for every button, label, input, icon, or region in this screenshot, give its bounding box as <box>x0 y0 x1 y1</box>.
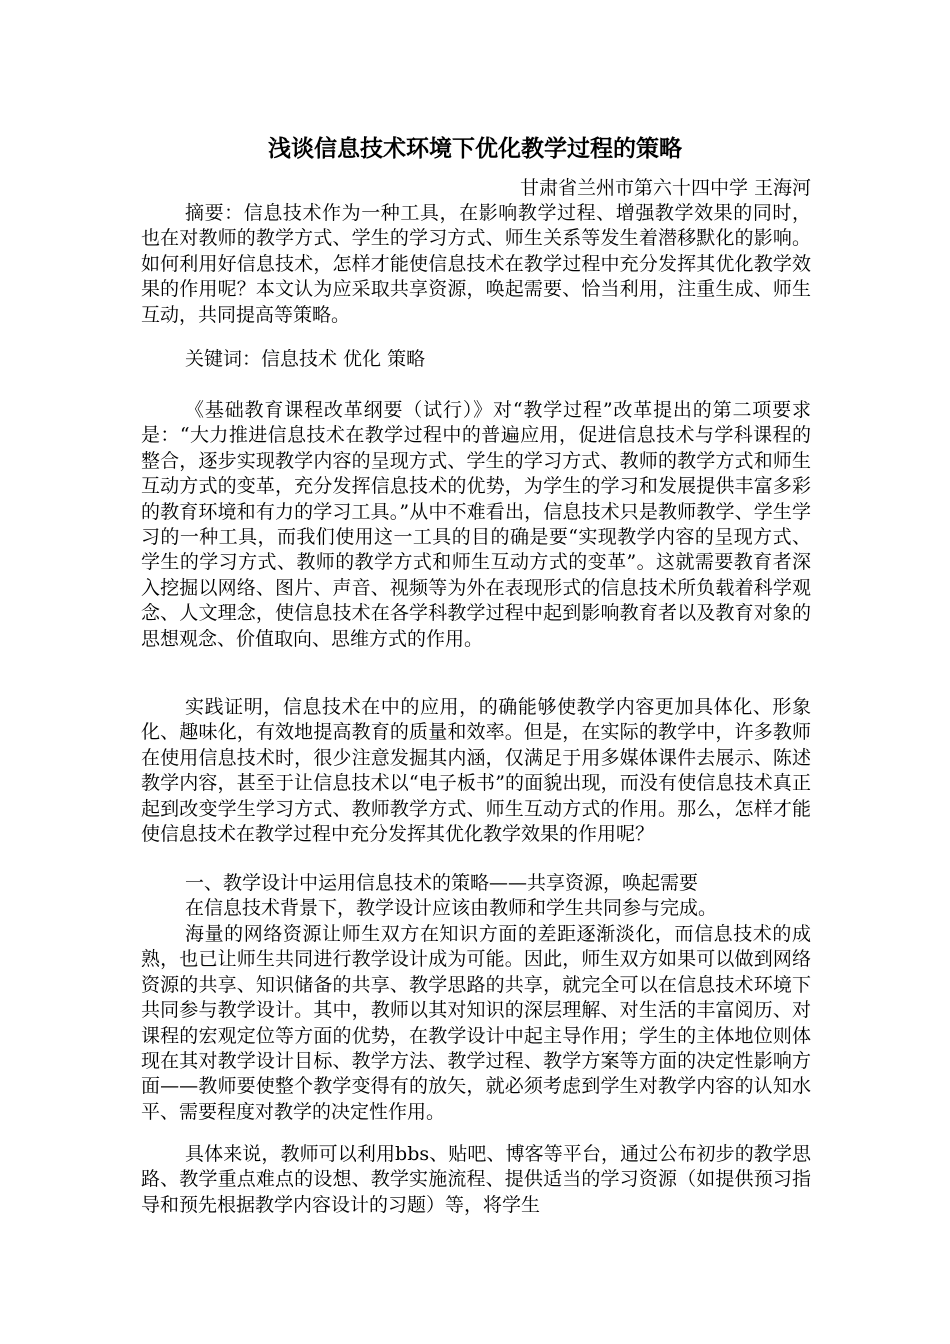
author-line: 甘肃省兰州市第六十四中学 王海河 <box>519 177 811 199</box>
keywords-line: 关键词：信息技术 优化 策略 <box>185 348 426 370</box>
body-paragraph: 在信息技术背景下，教学设计应该由教师和学生共同参与完成。 <box>185 897 718 919</box>
body-paragraph: 《基础教育课程改革纲要（试行）》对“教学过程”改革提出的第二项要求是：“大力推进信息技术在教学过程中的普遍应用，促进信息技术与学科课程的整合，逐步实现教学内容的呈现方式、学生的学习方式、教师的教学方式和师生互动方式的变革，充分发挥信息技术的优势，为学生的学习和发展提供丰富多彩的教育环境和有力的学习工具。”从中不难看出，信息技术只是教师教学、学生学习的一种工具，而我们使用这一工具的目的确是要“实现教学内容的呈现方式、学生的学习方式、教师的教学方式和师生互动方式的变革”。这就需要教育者深入挖掘以网络、图片、声音、视频等为外在表现形式的信息技术所负载着科学观念、人文理念，使信息技术在各学科教学过程中起到影响教育者以及教育对象的思想观念、价值取向、思维方式的作用。 <box>141 399 811 650</box>
abstract-paragraph: 摘要：信息技术作为一种工具，在影响教学过程、增强教学效果的同时，也在对教师的教学方式、学生的学习方式、师生关系等发生着潜移默化的影响。如何利用好信息技术，怎样才能使信息技术在教学过程中充分发挥其优化教学效果的作用呢？本文认为应采取共享资源，唤起需要、恰当利用，注重生成、师生互动，共同提高等策略。 <box>141 202 811 326</box>
body-paragraph: 具体来说，教师可以利用bbs、贴吧、博客等平台，通过公布初步的教学思路、教学重点难点的设想、教学实施流程、提供适当的学习资源（如提供预习指导和预先根据教学内容设计的习题）等，将学生 <box>141 1143 811 1216</box>
body-paragraph: 实践证明，信息技术在中的应用，的确能够使教学内容更加具体化、形象化、趣味化，有效地提高教育的质量和效率。但是，在实际的教学中，许多教师在使用信息技术时，很少注意发掘其内涵，仅满足于用多媒体课件去展示、陈述教学内容，甚至于让信息技术以“电子板书”的面貌出现，而没有使信息技术真正起到改变学生学习方式、教师教学方式、师生互动方式的作用。那么，怎样才能使信息技术在教学过程中充分发挥其优化教学效果的作用呢？ <box>141 696 811 846</box>
document-title: 浅谈信息技术环境下优化教学过程的策略 <box>268 136 682 162</box>
section-heading: 一、教学设计中运用信息技术的策略——共享资源，唤起需要 <box>185 872 699 894</box>
body-paragraph: 海量的网络资源让师生双方在知识方面的差距逐渐淡化，而信息技术的成熟，也已让师生共同进行教学设计成为可能。因此，师生双方如果可以做到网络资源的共享、知识储备的共享、教学思路的共享，就完全可以在信息技术环境下共同参与教学设计。其中，教师以其对知识的深层理解、对生活的丰富阅历、对课程的宏观定位等方面的优势，在教学设计中起主导作用；学生的主体地位则体现在其对教学设计目标、教学方法、教学过程、教学方案等方面的决定性影响方面——教师要使整个教学变得有的放矢，就必须考虑到学生对教学内容的认知水平、需要程度对教学的决定性作用。 <box>141 923 811 1123</box>
